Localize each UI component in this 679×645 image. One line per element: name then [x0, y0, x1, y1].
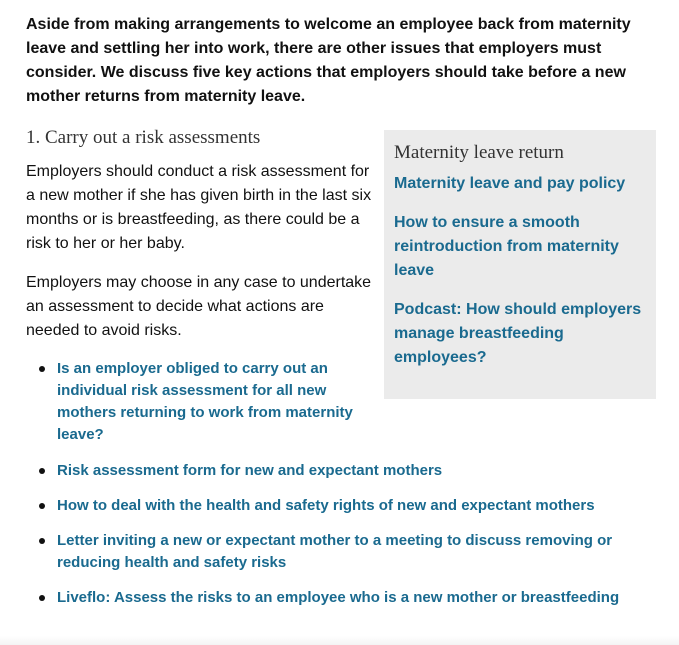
- intro-paragraph: Aside from making arrangements to welcome an employee back from maternity leave and settling her into work, there are other issues that employers must consider. We discuss five key actions that employers should take before a new mother returns from maternity leave.: [26, 16, 631, 105]
- section-heading: 1. Carry out a risk assessments: [26, 127, 261, 148]
- page-bottom-edge: [0, 636, 679, 645]
- list-item: [26, 495, 656, 517]
- resource-link-health-safety-rights[interactable]: How to deal with the health and safety rights of new and expectant mothers: [57, 497, 595, 514]
- resource-link-list: [26, 358, 656, 622]
- sidebar-link-breastfeeding-podcast[interactable]: Podcast: How should employers manage breastfeeding employees?: [394, 301, 642, 366]
- list-item: [26, 358, 656, 446]
- sidebar-link-maternity-policy[interactable]: Maternity leave and pay policy: [394, 175, 626, 192]
- resource-link-meeting-letter[interactable]: Letter inviting a new or expectant mother to a meeting to discuss removing or reducing health and safety risks: [57, 532, 613, 571]
- bullet-icon: [39, 538, 45, 544]
- sidebar-link-list: [394, 172, 646, 370]
- sidebar-link-smooth-reintroduction[interactable]: How to ensure a smooth reintroduction from maternity leave: [394, 214, 619, 279]
- list-item: [26, 587, 656, 609]
- bullet-icon: [39, 595, 45, 601]
- bullet-icon: [39, 468, 45, 474]
- sidebar-item: [394, 211, 646, 283]
- bullet-icon: [39, 366, 45, 372]
- list-item: [26, 460, 656, 482]
- list-item: [26, 530, 656, 574]
- resource-link-individual-risk-assessment[interactable]: Is an employer obliged to carry out an individual risk assessment for all new mothers returning to work from maternity leave?: [57, 360, 353, 443]
- body-paragraph: Employers should conduct a risk assessment for a new mother if she has given birth in the last six months or is breastfeeding, as there could be a risk to her or her baby.: [26, 163, 372, 252]
- sidebar-title: Maternity leave return: [394, 142, 564, 163]
- resource-link-risk-assessment-form[interactable]: Risk assessment form for new and expectant mothers: [57, 462, 443, 479]
- bullet-icon: [39, 503, 45, 509]
- body-paragraph: Employers may choose in any case to undertake an assessment to decide what actions are needed to avoid risks.: [26, 274, 372, 339]
- sidebar-item: [394, 172, 646, 196]
- resource-link-liveflo-assess-risks[interactable]: Liveflo: Assess the risks to an employee who is a new mother or breastfeeding: [57, 589, 620, 606]
